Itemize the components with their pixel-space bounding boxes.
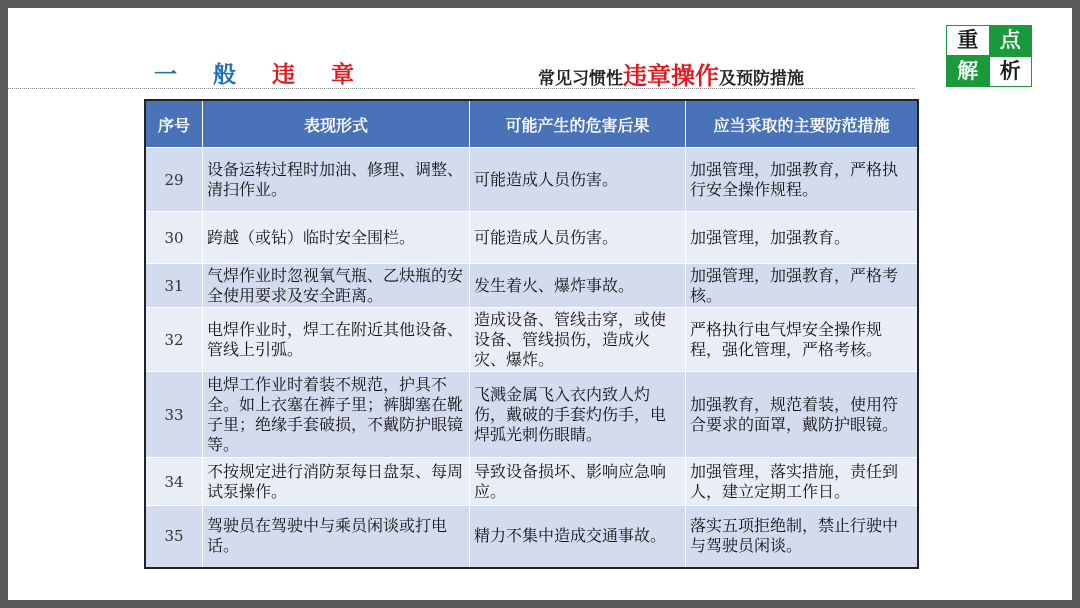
- row-harm: 发生着火、爆炸事故。: [470, 264, 686, 308]
- row-form: 设备运转过程时加油、修理、调整、清扫作业。: [203, 148, 470, 212]
- subtitle-post: 及预防措施: [719, 69, 804, 89]
- table-row: [145, 458, 918, 506]
- row-measure: 落实五项拒绝制，禁止行驶中与驾驶员闲谈。: [686, 506, 919, 568]
- table-row: [145, 308, 918, 372]
- row-harm: 精力不集中造成交通事故。: [470, 506, 686, 568]
- row-harm: 导致设备损坏、影响应急响应。: [470, 458, 686, 506]
- row-measure: 加强管理，加强教育，严格考核。: [686, 264, 919, 308]
- row-measure: 严格执行电气焊安全操作规程，强化管理，严格考核。: [686, 308, 919, 372]
- badge-char-4: 析: [990, 56, 1033, 87]
- subtitle-highlight: 违章操作: [623, 62, 719, 90]
- row-index: 30: [145, 212, 203, 264]
- row-form: 气焊作业时忽视氧气瓶、乙炔瓶的安全使用要求及安全距离。: [203, 264, 470, 308]
- table-row: [145, 212, 918, 264]
- row-form: 驾驶员在驾驶中与乘员闲谈或打电话。: [203, 506, 470, 568]
- table-header-row: [145, 100, 918, 148]
- header-harm: 可能产生的危害后果: [470, 100, 686, 148]
- row-harm: 可能造成人员伤害。: [470, 148, 686, 212]
- section-title: [154, 56, 368, 89]
- row-measure: 加强管理，加强教育。: [686, 212, 919, 264]
- row-index: 31: [145, 264, 203, 308]
- row-index: 35: [145, 506, 203, 568]
- title-part-2: 违 章: [272, 62, 369, 88]
- row-measure: 加强管理，落实措施，责任到人，建立定期工作日。: [686, 458, 919, 506]
- row-measure: 加强教育，规范着装，使用符合要求的面罩，戴防护眼镜。: [686, 372, 919, 458]
- row-form: 不按规定进行消防泵每日盘泵、每周试泵操作。: [203, 458, 470, 506]
- header-form: 表现形式: [203, 100, 470, 148]
- row-harm: 造成设备、管线击穿，或使设备、管线损伤，造成火灾、爆炸。: [470, 308, 686, 372]
- row-index: 29: [145, 148, 203, 212]
- header-measure: 应当采取的主要防范措施: [686, 100, 919, 148]
- header-index: 序号: [145, 100, 203, 148]
- badge-char-2: 点: [989, 25, 1033, 56]
- badge-char-1: 重: [946, 25, 989, 56]
- row-index: 32: [145, 308, 203, 372]
- key-analysis-badge: [946, 25, 1032, 87]
- row-index: 34: [145, 458, 203, 506]
- row-measure: 加强管理，加强教育，严格执行安全操作规程。: [686, 148, 919, 212]
- row-form: 电焊工作业时着装不规范，护具不全。如上衣塞在裤子里；裤脚塞在靴子里；绝缘手套破损，不戴防护眼镜等。: [203, 372, 470, 458]
- row-form: 跨越（或钻）临时安全围栏。: [203, 212, 470, 264]
- table-row: [145, 372, 918, 458]
- table-row: [145, 506, 918, 568]
- row-index: 33: [145, 372, 203, 458]
- row-form: 电焊作业时，焊工在附近其他设备、管线上引弧。: [203, 308, 470, 372]
- violations-table: [144, 99, 919, 569]
- badge-char-3: 解: [946, 56, 990, 87]
- title-part-1: 一 般: [154, 62, 251, 88]
- table-row: [145, 264, 918, 308]
- row-harm: 飞溅金属飞入衣内致人灼伤，戴破的手套灼伤手，电焊弧光刺伤眼睛。: [470, 372, 686, 458]
- row-harm: 可能造成人员伤害。: [470, 212, 686, 264]
- subtitle: [538, 56, 804, 91]
- subtitle-pre: 常见习惯性: [538, 69, 623, 89]
- table-row: [145, 148, 918, 212]
